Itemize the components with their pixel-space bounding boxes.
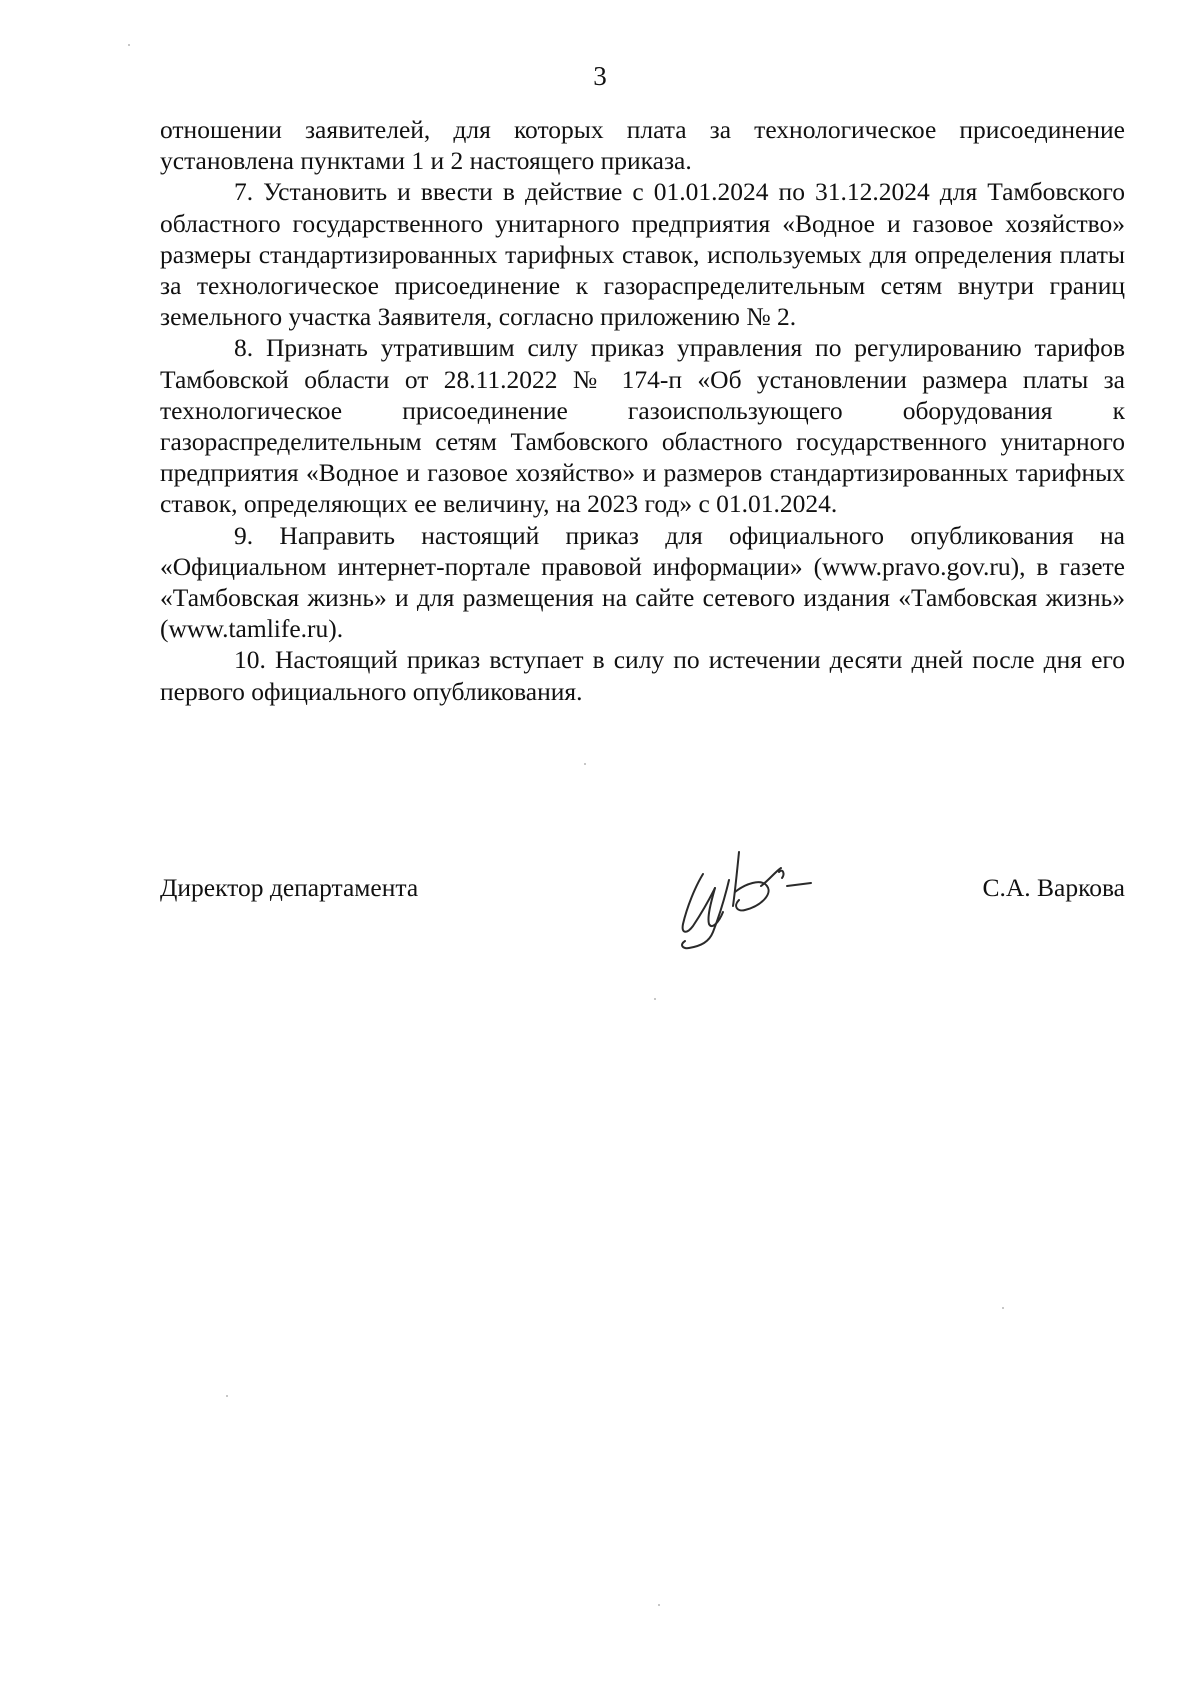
scan-speck (128, 44, 130, 46)
paragraph-item-10: 10. Настоящий приказ вступает в силу по истечении десяти дней после дня его первого официального опубликования. (160, 645, 1125, 706)
document-body (160, 114, 1125, 707)
scan-speck (584, 763, 586, 765)
scan-speck (226, 1395, 228, 1397)
signatory-name: С.А. Варкова (982, 873, 1125, 902)
handwritten-signature (665, 842, 825, 952)
scan-speck (654, 998, 656, 1000)
signature-block (160, 850, 1125, 960)
scan-speck (1002, 1307, 1004, 1309)
paragraph-item-8: 8. Признать утратившим силу приказ управления по регулированию тарифов Тамбовской области от 28.11.2022 № 174-п «Об установлении размера платы за технологическое присоединение газоиспользующего оборудования к газораспределительным сетям Тамбовского областного государственного унитарного предприятия «Водное и газовое хозяйство» и размеров стандартизированных тарифных ставок, определяющих ее величину, на 2023 год» с 01.01.2024. (160, 333, 1125, 519)
paragraph-item-9: 9. Направить настоящий приказ для официального опубликования на «Официальном интернет-портале правовой информации» (www.pravo.gov.ru), в газете «Тамбовская жизнь» и для размещения на сайте сетевого издания «Тамбовская жизнь» (www.tamlife.ru). (160, 520, 1125, 644)
page-number: 3 (593, 61, 607, 91)
scan-speck (658, 1604, 660, 1606)
signatory-title: Директор департамента (160, 873, 419, 902)
paragraph-continuation: отношении заявителей, для которых плата за технологическое присоединение установлена пунктами 1 и 2 настоящего приказа. (160, 115, 1125, 176)
paragraph-item-7: 7. Установить и ввести в действие с 01.01.2024 по 31.12.2024 для Тамбовского областного государственного унитарного предприятия «Водное и газовое хозяйство» размеры стандартизированных тарифных ставок, используемых для определения платы за технологическое присоединение к газораспределительным сетям внутри границ земельного участка Заявителя, согласно приложению № 2. (160, 177, 1125, 332)
